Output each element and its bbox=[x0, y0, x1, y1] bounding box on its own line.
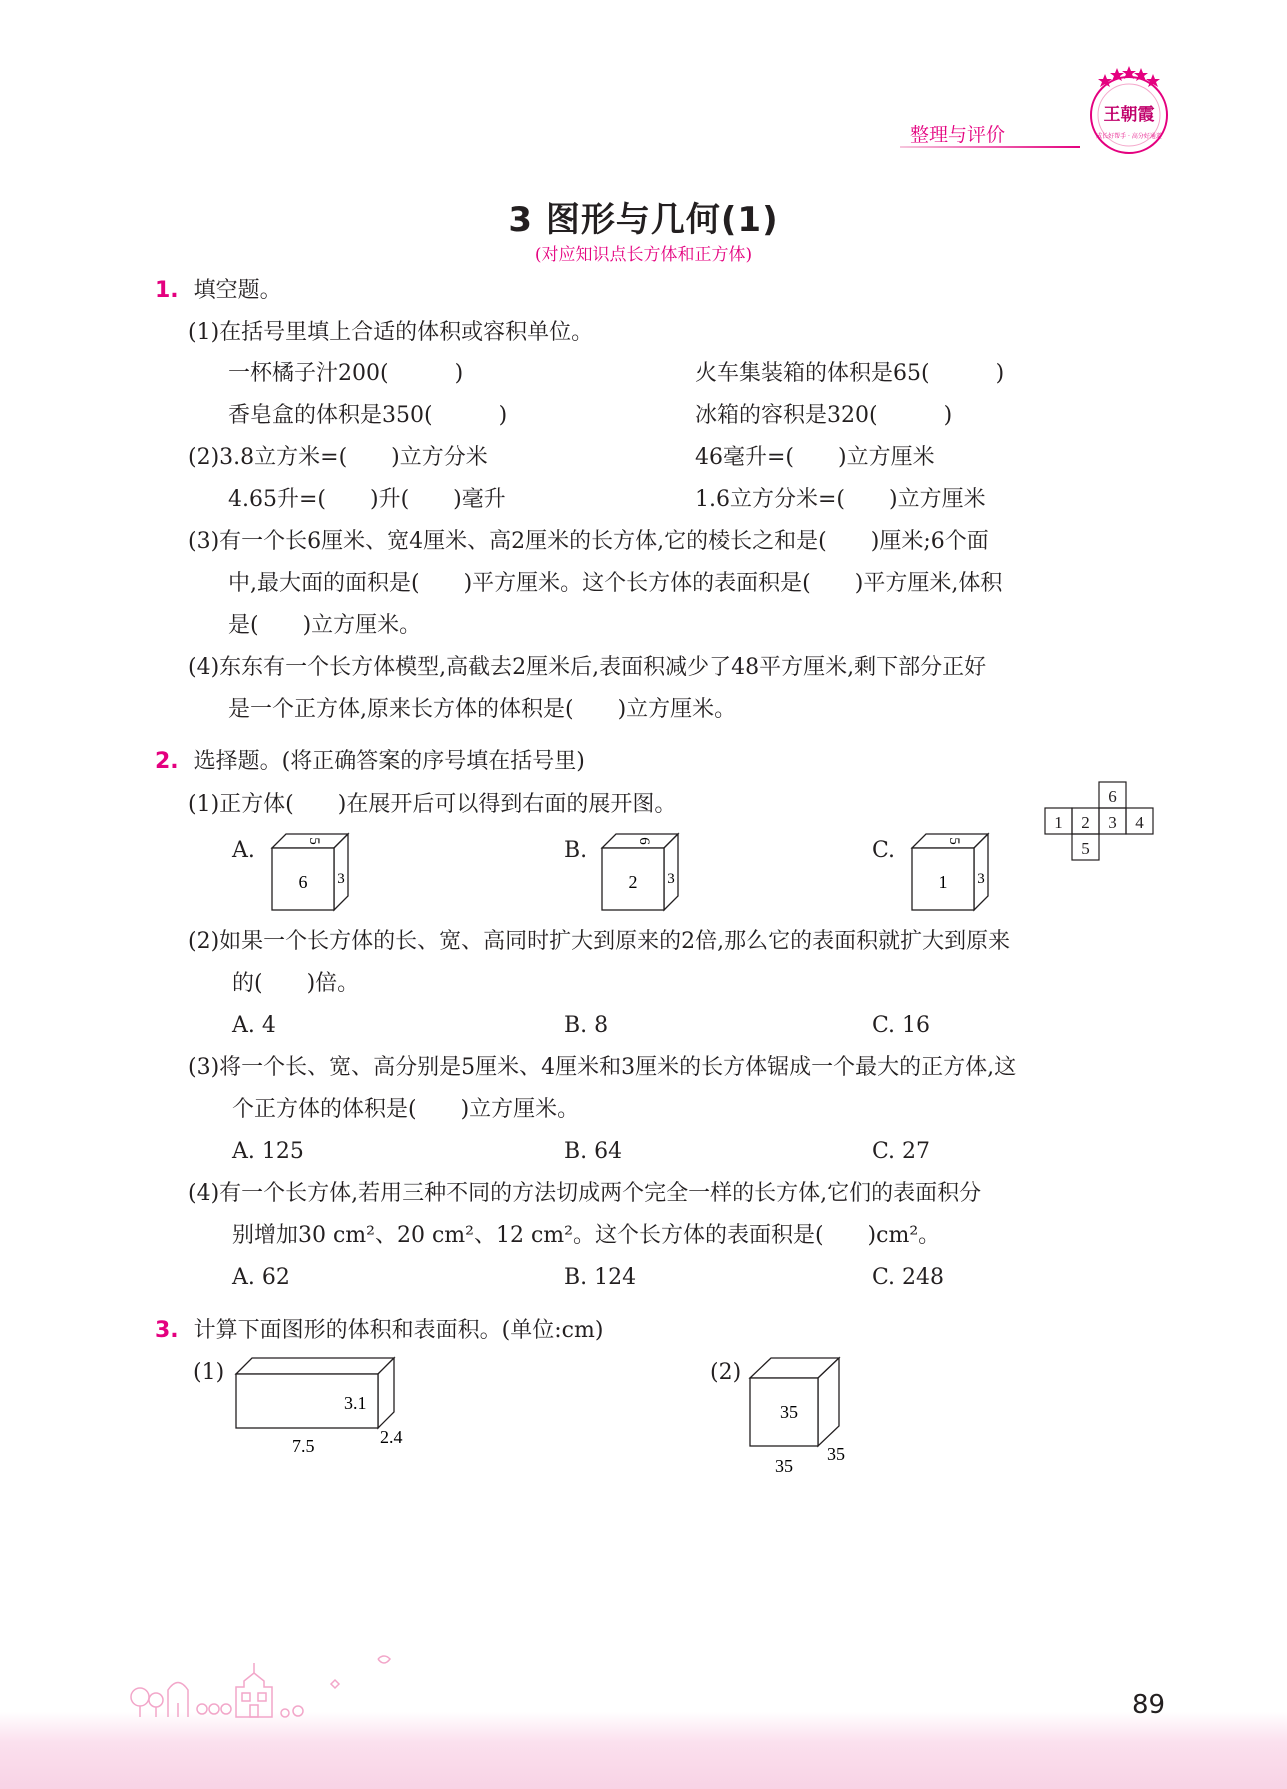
section-tag: 整理与评价 bbox=[910, 124, 1006, 146]
q1-heading-row bbox=[155, 276, 282, 306]
net-label: 6 bbox=[1108, 787, 1117, 806]
cube-net-diagram bbox=[1044, 780, 1158, 868]
cube-top-label: 5 bbox=[306, 837, 322, 845]
net-label: 2 bbox=[1081, 813, 1090, 832]
cube-top-label: 6 bbox=[636, 837, 652, 845]
cube-length-label: 35 bbox=[775, 1456, 793, 1476]
q1-p2-item: 4.65升=( )升( )毫升 bbox=[228, 487, 506, 512]
q2-p3-option: A. 125 bbox=[232, 1139, 304, 1164]
net-label: 4 bbox=[1135, 813, 1144, 832]
q2-p4-option: A. 62 bbox=[232, 1265, 290, 1290]
castle-illustration-icon bbox=[120, 1645, 420, 1720]
q1-p1-intro: (1)在括号里填上合适的体积或容积单位。 bbox=[188, 320, 594, 345]
q1-p2-item: 46毫升=( )立方厘米 bbox=[695, 445, 935, 470]
cube-option-c bbox=[910, 832, 994, 914]
q2-p4-option: C. 248 bbox=[872, 1265, 945, 1290]
q2-heading: 选择题。(将正确答案的序号填在括号里) bbox=[193, 749, 585, 774]
header-rule bbox=[900, 146, 1080, 148]
q1-p3-line: 是( )立方厘米。 bbox=[228, 613, 422, 638]
q2-p3-line: (3)将一个长、宽、高分别是5厘米、4厘米和3厘米的长方体锯成一个最大的正方体,这 bbox=[188, 1055, 1017, 1080]
q3-heading: 计算下面图形的体积和表面积。(单位:cm) bbox=[193, 1318, 604, 1343]
q3-number: 3. bbox=[155, 1318, 179, 1343]
cube-height-label: 35 bbox=[780, 1402, 798, 1422]
q1-p1-item: 香皂盒的体积是350( ) bbox=[228, 403, 508, 428]
q1-p1-item: 冰箱的容积是320( ) bbox=[695, 403, 953, 428]
cube-option-a bbox=[270, 832, 354, 914]
cuboid-length-label: 7.5 bbox=[292, 1436, 315, 1456]
q1-p1-item: 火车集装箱的体积是65( ) bbox=[695, 361, 1005, 386]
q2-p4-line: 别增加30 cm²、20 cm²、12 cm²。这个长方体的表面积是( )cm²。 bbox=[232, 1223, 941, 1248]
cube-front-label: 2 bbox=[628, 872, 638, 892]
cube-option-b bbox=[600, 832, 684, 914]
q1-p3-line: 中,最大面的面积是( )平方厘米。这个长方体的表面积是( )平方厘米,体积 bbox=[228, 571, 1003, 596]
cuboid-width-label: 2.4 bbox=[380, 1427, 403, 1447]
q1-p4-line: (4)东东有一个长方体模型,高截去2厘米后,表面积减少了48平方厘米,剩下部分正好 bbox=[188, 655, 987, 680]
footer-band bbox=[0, 1712, 1287, 1789]
q2-p1-option-letter: B. bbox=[564, 838, 588, 863]
q1-p1-item: 一杯橘子汁200( ) bbox=[228, 361, 464, 386]
q2-p1-option-letter: C. bbox=[872, 838, 896, 863]
q3-heading-row bbox=[155, 1316, 603, 1346]
net-label: 3 bbox=[1108, 813, 1117, 832]
q1-p4-line: 是一个正方体,原来长方体的体积是( )立方厘米。 bbox=[228, 697, 737, 722]
cuboid-height-label: 3.1 bbox=[344, 1393, 367, 1413]
q1-heading: 填空题。 bbox=[193, 278, 282, 303]
q2-heading-row bbox=[155, 747, 585, 777]
q2-p4-option: B. 124 bbox=[564, 1265, 637, 1290]
q2-p1-stem: (1)正方体( )在展开后可以得到右面的展开图。 bbox=[188, 792, 677, 817]
page-subtitle: (对应知识点长方体和正方体) bbox=[534, 245, 753, 265]
q2-p2-line: (2)如果一个长方体的长、宽、高同时扩大到原来的2倍,那么它的表面积就扩大到原来 bbox=[188, 929, 1011, 954]
q1-number: 1. bbox=[155, 278, 179, 303]
q2-p1-option-letter: A. bbox=[232, 838, 255, 863]
cube-side-label: 3 bbox=[667, 871, 675, 887]
q2-p2-line: 的( )倍。 bbox=[232, 971, 360, 996]
logo-small-text: 成长好帮手 · 高分好通道 bbox=[1096, 133, 1162, 140]
q3-fig1-label: (1) bbox=[193, 1360, 225, 1385]
q2-p3-option: C. 27 bbox=[872, 1139, 931, 1164]
q1-p2-item: (2)3.8立方米=( )立方分米 bbox=[188, 445, 488, 470]
q2-number: 2. bbox=[155, 749, 179, 774]
q2-p2-option: A. 4 bbox=[232, 1013, 276, 1038]
q2-p3-line: 个正方体的体积是( )立方厘米。 bbox=[232, 1097, 580, 1122]
cube-side-label: 3 bbox=[337, 871, 345, 887]
q2-p2-option: C. 16 bbox=[872, 1013, 931, 1038]
cube-figure-2 bbox=[745, 1356, 860, 1476]
q2-p3-option: B. 64 bbox=[564, 1139, 623, 1164]
cube-top-label: 5 bbox=[946, 837, 962, 845]
q2-p4-line: (4)有一个长方体,若用三种不同的方法切成两个完全一样的长方体,它们的表面积分 bbox=[188, 1181, 982, 1206]
net-label: 5 bbox=[1081, 839, 1090, 858]
cube-side-label: 3 bbox=[977, 871, 985, 887]
cube-front-label: 6 bbox=[298, 872, 308, 892]
cube-front-label: 1 bbox=[938, 872, 948, 892]
cube-width-label: 35 bbox=[827, 1444, 845, 1464]
q1-p3-line: (3)有一个长6厘米、宽4厘米、高2厘米的长方体,它的棱长之和是( )厘米;6个面 bbox=[188, 529, 989, 554]
page-number: 89 bbox=[1132, 1690, 1166, 1720]
logo-text: 王朝霞 bbox=[1103, 105, 1155, 125]
page-title: 3 图形与几何(1) bbox=[508, 200, 779, 240]
q3-fig2-label: (2) bbox=[710, 1360, 742, 1385]
cuboid-figure-1 bbox=[230, 1356, 415, 1456]
q1-p2-item: 1.6立方分米=( )立方厘米 bbox=[695, 487, 986, 512]
q2-p2-option: B. 8 bbox=[564, 1013, 609, 1038]
net-label: 1 bbox=[1054, 813, 1063, 832]
brand-logo-icon bbox=[1070, 60, 1188, 160]
